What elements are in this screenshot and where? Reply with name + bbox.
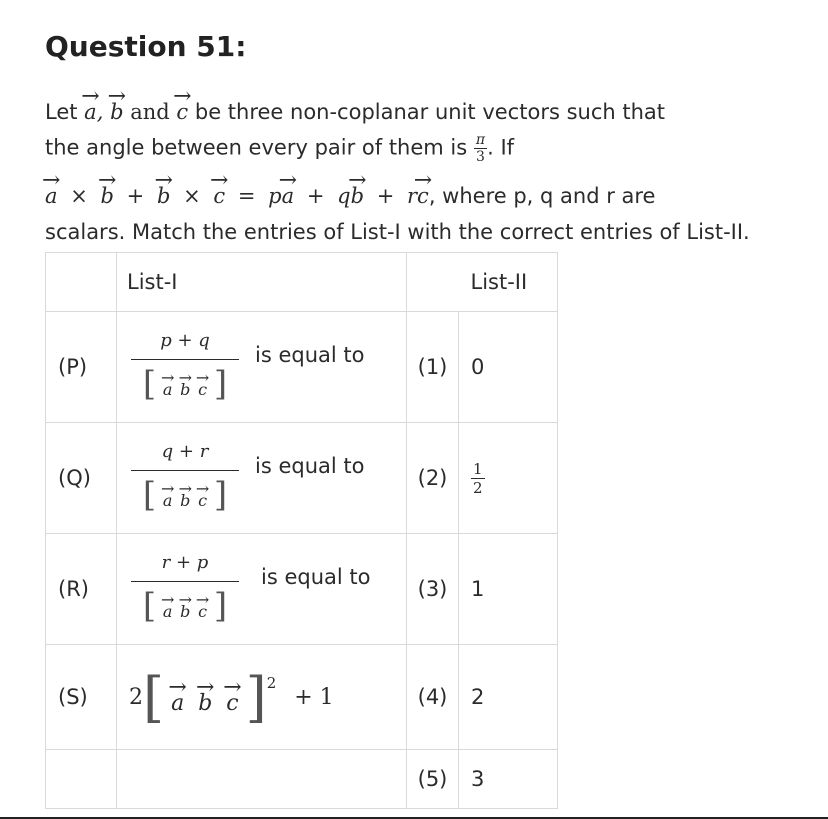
one-half-fraction (471, 460, 485, 497)
table-row (46, 750, 558, 809)
vector-c: → c (198, 479, 207, 509)
line1-rest: be three non-coplanar unit vectors such that (194, 100, 665, 124)
eq-vector-a-2: → a (282, 172, 295, 207)
row-number: (4) (407, 645, 459, 750)
plus-symbol: + (126, 184, 145, 208)
vector-b: → b (180, 368, 190, 398)
plus-symbol: + (376, 184, 395, 208)
row-expression (117, 312, 407, 423)
row-expression (117, 750, 407, 809)
left-bracket: [ (142, 586, 157, 626)
table-header-row (46, 253, 558, 312)
and-text: and (130, 100, 170, 124)
scalar-q: q (337, 184, 351, 208)
row-value: 2 (459, 645, 558, 750)
row-label: (S) (46, 645, 117, 750)
is-equal-text: is equal to (261, 565, 371, 589)
is-equal-text: is equal to (255, 343, 365, 367)
vector-a: → a (163, 368, 173, 398)
question-line-2 (45, 132, 514, 165)
vector-b: → b (198, 679, 212, 715)
table-row (46, 423, 558, 534)
q-fraction (131, 441, 239, 515)
eq-vector-b-2: → b (157, 172, 170, 207)
table-row (46, 645, 558, 750)
comma: , (96, 100, 104, 124)
exponent: 2 (266, 674, 277, 692)
line2-after: . If (487, 135, 515, 160)
question-title: Question 51: (45, 30, 247, 63)
line3-rest: , where p, q and r are (428, 184, 656, 208)
eq-vector-c-2: → c (417, 172, 429, 207)
scalar-p: p (268, 184, 282, 208)
left-bracket: [ (142, 364, 157, 404)
vector-b: → b (180, 479, 190, 509)
fraction-denominator: 3 (476, 149, 485, 165)
row-label: (P) (46, 312, 117, 423)
question-line-1 (45, 88, 665, 124)
fraction-numerator: 1 (473, 459, 483, 478)
row-value: 0 (459, 312, 558, 423)
table-row (46, 534, 558, 645)
fraction-numerator: π (475, 132, 486, 148)
let-text: Let (45, 100, 78, 124)
row-number: (1) (407, 312, 459, 423)
box-product (131, 582, 239, 626)
line2-text: the angle between every pair of them is (45, 135, 468, 160)
row-number: (2) (407, 423, 459, 534)
row-label: (Q) (46, 423, 117, 534)
row-expression (117, 423, 407, 534)
question-line-3-equation (45, 172, 655, 208)
is-equal-text: is equal to (255, 454, 365, 478)
vector-b: → b (110, 88, 123, 123)
table-row (46, 312, 558, 423)
vector-c: → c (198, 590, 207, 620)
header-blank-num (407, 253, 459, 312)
vector-c: → c (198, 368, 207, 398)
row-expression (117, 645, 407, 750)
vector-a: → a (171, 679, 184, 715)
question-line-4: scalars. Match the entries of List-I with the correct entries of List-II. (45, 220, 750, 244)
right-bracket: ] (213, 364, 228, 404)
equals-symbol: = (237, 184, 256, 208)
vector-b: → b (180, 590, 190, 620)
header-list-2: List-II (459, 253, 558, 312)
plus-one: + 1 (294, 684, 334, 710)
vector-c: → c (176, 88, 188, 123)
fraction-denominator: 2 (473, 478, 483, 497)
row-value (459, 423, 558, 534)
r-fraction (131, 552, 239, 626)
row-value: 1 (459, 534, 558, 645)
times-symbol: × (183, 184, 201, 208)
row-label: (R) (46, 534, 117, 645)
eq-vector-a-1: → a (45, 172, 58, 207)
right-bracket: ] (213, 586, 228, 626)
row-number: (5) (407, 750, 459, 809)
vector-a: → a (163, 590, 173, 620)
match-table (45, 252, 558, 809)
fraction-numerator: r + p (131, 552, 239, 582)
right-bracket: ] (245, 665, 267, 729)
vector-a: → a (163, 479, 173, 509)
left-bracket: [ (143, 665, 165, 729)
row-label (46, 750, 117, 809)
box-product (131, 360, 239, 404)
scalar-r: r (407, 184, 418, 208)
row-value: 3 (459, 750, 558, 809)
coefficient: 2 (129, 684, 143, 710)
row-expression (117, 534, 407, 645)
right-bracket: ] (213, 475, 228, 515)
plus-symbol: + (306, 184, 325, 208)
times-symbol: × (70, 184, 88, 208)
p-fraction (131, 330, 239, 404)
box-product (131, 471, 239, 515)
eq-vector-b-1: → b (101, 172, 114, 207)
row-number: (3) (407, 534, 459, 645)
header-blank-cell (46, 253, 117, 312)
pi-over-3-fraction (474, 132, 487, 165)
left-bracket: [ (142, 475, 157, 515)
fraction-numerator: q + r (131, 441, 239, 471)
eq-vector-c-1: → c (213, 172, 225, 207)
eq-vector-b-3: → b (351, 172, 364, 207)
header-list-1: List-I (117, 253, 407, 312)
fraction-numerator: p + q (131, 330, 239, 360)
vector-c: → c (226, 679, 238, 715)
vector-a: → a (84, 88, 97, 123)
